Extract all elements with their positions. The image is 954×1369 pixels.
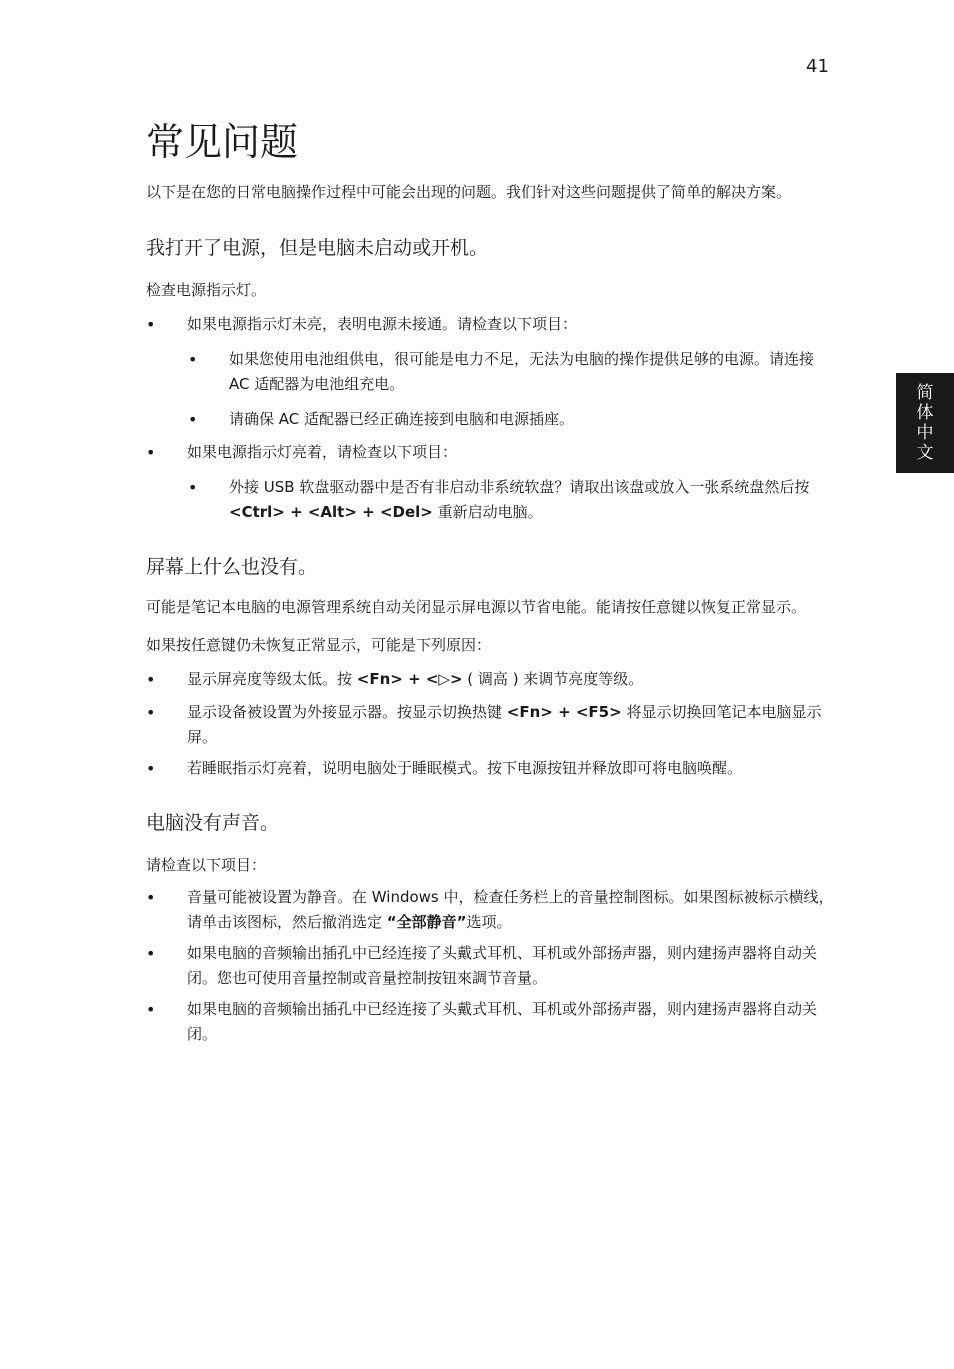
list-item [146,475,836,525]
list-item-text: 音量可能被设置为静音。在 Windows 中，检查任务栏上的音量控制图标。如果图标被标示横线，请单击该图标，然后撤消选定 [187,888,834,931]
list-item-text: 如果电源指示灯亮着，请检查以下项目： [187,443,458,461]
section-screen-heading: 屏幕上什么也没有。 [146,556,318,578]
list-item-text: 显示设备被设置为外接显示器。按显示切换热键 [187,703,507,721]
list-item-text: 如果电脑的音频输出插孔中已经连接了头戴式耳机、耳机或外部扬声器，则内建扬声器将自动关闭。您也可使用音量控制或音量控制按钮來調节音量。 [187,944,818,987]
list-item-text: 如果您使用电池组供电，很可能是电力不足，无法为电脑的操作提供足够的电源。请连接 AC 适配器为电池组充电。 [229,350,815,393]
intro-paragraph: 以下是在您的日常电脑操作过程中可能会出现的问题。我们针对这些问题提供了简单的解决方案。 [146,183,792,201]
page-title: 常见问题 [146,120,299,164]
page-number: 41 [806,56,829,77]
list-item-text: 如果电脑的音频输出插孔中已经连接了头戴式耳机、耳机或外部扬声器，则内建扬声器将自动关闭。 [187,1000,818,1043]
list-item-text: ( 调高 ) 来调节亮度等级。 [462,670,644,688]
list-item-text: 选项。 [466,913,512,931]
list-item [146,997,836,1047]
list-item [146,885,836,935]
power-list [146,312,836,337]
power-sublist-1 [146,347,836,432]
list-item [146,756,836,781]
language-tab-label: 简体中文 [916,383,934,463]
list-item [146,347,836,397]
section-power-heading: 我打开了电源，但是电脑未启动或开机。 [146,237,489,259]
section-screen-lead: 如果按任意键仍未恢复正常显示，可能是下列原因： [146,636,492,654]
list-item-text: 如果电源指示灯未亮，表明电源未接通。请检查以下项目： [187,315,578,333]
list-item-text: 将显示切换回笔记本电脑显示屏。 [187,703,822,746]
list-item [146,407,836,432]
section-power-lead: 检查电源指示灯。 [146,281,267,299]
emphasis-text: “全部静音” [386,913,467,931]
content [146,180,836,1047]
list-item [146,941,836,991]
list-item-text: 若睡眠指示灯亮着，说明电脑处于睡眠模式。按下电源按钮并释放即可将电脑唤醒。 [187,759,743,777]
list-item-text: 请确保 AC 适配器已经正确连接到电脑和电源插座。 [229,410,575,428]
key-combo: <Fn> + <▷> [356,670,463,688]
list-item-text: 重新启动电脑。 [432,503,543,521]
sound-list [146,885,836,1047]
list-item-text: 显示屏亮度等级太低。按 [187,670,357,688]
list-item [146,700,836,750]
list-item-text: 外接 USB 软盘驱动器中是否有非启动非系统软盘？请取出该盘或放入一张系统盘然后按 [229,478,810,496]
key-combo: <Fn> + <F5> [506,703,622,721]
section-sound-lead: 请检查以下项目： [146,856,267,874]
key-combo: <Ctrl> + <Alt> + <Del> [229,503,433,521]
list-item [146,312,836,337]
language-tab [896,373,954,473]
section-sound-heading: 电脑没有声音。 [146,812,280,834]
section-screen-paragraph: 可能是笔记本电脑的电源管理系统自动关闭显示屏电源以节省电能。能请按任意键以恢复正常显示。 [146,598,807,616]
power-list-2 [146,440,836,465]
list-item [146,667,836,692]
screen-list [146,667,836,781]
list-item [146,440,836,465]
power-sublist-2 [146,475,836,525]
